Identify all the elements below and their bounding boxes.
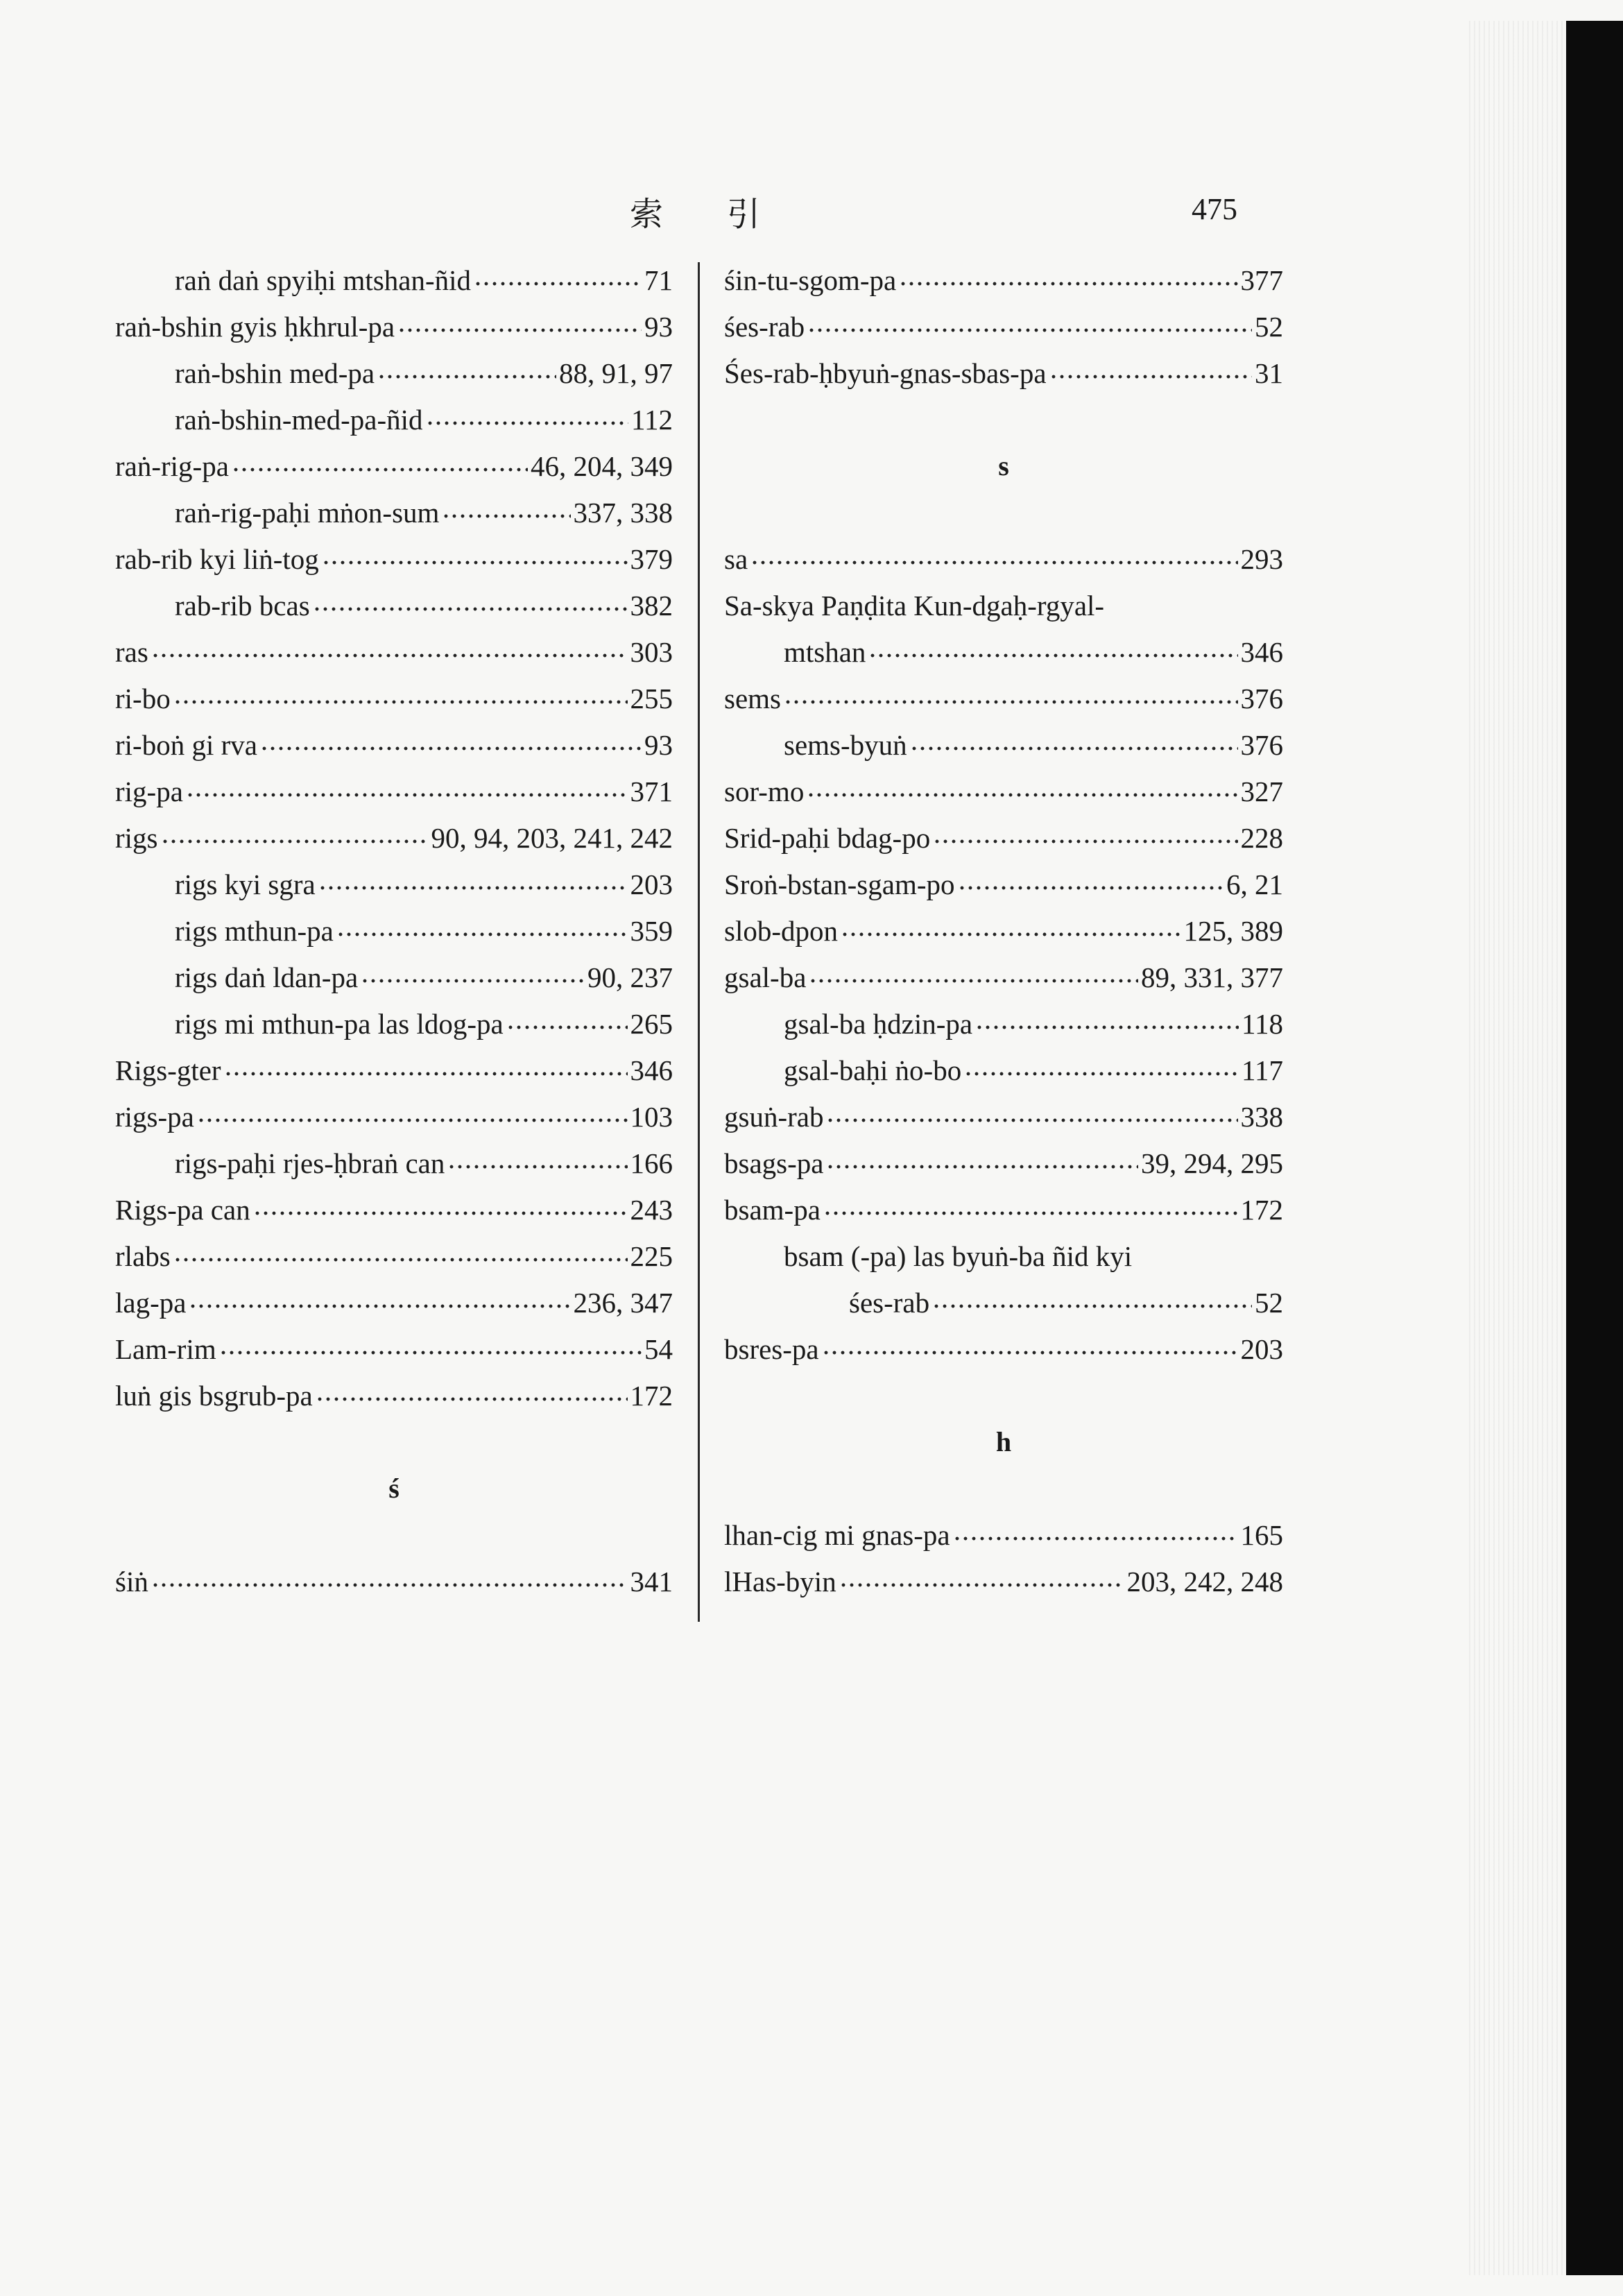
index-entry bbox=[724, 861, 1283, 907]
index-entry bbox=[724, 721, 1283, 768]
index-term: lHas-byin bbox=[724, 1565, 836, 1597]
index-pages: 265 bbox=[630, 1007, 673, 1040]
dot-leader bbox=[809, 979, 1138, 983]
index-entry bbox=[115, 814, 673, 861]
index-entry bbox=[724, 350, 1283, 396]
index-pages: 93 bbox=[644, 728, 673, 761]
index-pages: 112 bbox=[631, 403, 673, 436]
index-pages: 376 bbox=[1240, 682, 1283, 714]
index-term: śin-tu-sgom-pa bbox=[724, 264, 897, 296]
index-pages: 90, 237 bbox=[587, 961, 673, 993]
dot-leader bbox=[322, 560, 628, 565]
dot-leader bbox=[151, 653, 628, 658]
dot-leader bbox=[447, 1165, 627, 1169]
index-entry bbox=[724, 1326, 1283, 1372]
index-pages: 228 bbox=[1240, 821, 1283, 854]
index-pages: 54 bbox=[644, 1333, 673, 1365]
dot-leader bbox=[336, 932, 628, 936]
dot-leader bbox=[253, 1211, 628, 1215]
index-term: lhan-cig mi gnas-pa bbox=[724, 1518, 950, 1551]
index-entry bbox=[115, 536, 673, 582]
index-entry bbox=[724, 907, 1283, 954]
index-entry bbox=[115, 582, 673, 628]
index-term: rig-pa bbox=[115, 775, 183, 807]
dot-leader bbox=[958, 886, 1223, 890]
dot-leader bbox=[933, 839, 1237, 843]
index-pages: 379 bbox=[630, 542, 673, 575]
index-pages: 371 bbox=[630, 775, 673, 807]
dot-leader bbox=[397, 328, 642, 332]
index-pages: 90, 94, 203, 241, 242 bbox=[431, 821, 673, 854]
index-term: Lam-rim bbox=[115, 1333, 216, 1365]
index-entry bbox=[115, 675, 673, 721]
index-pages: 225 bbox=[630, 1240, 673, 1272]
dot-leader bbox=[750, 560, 1237, 565]
index-entry bbox=[724, 1233, 1283, 1279]
section-gap bbox=[115, 1511, 673, 1558]
index-term: Sroṅ-bstan-sgam-po bbox=[724, 868, 955, 900]
index-term: rigs daṅ ldan-pa bbox=[175, 961, 359, 993]
index-term: raṅ-bshin-med-pa-ñid bbox=[175, 403, 423, 436]
index-term: sems bbox=[724, 682, 781, 714]
dot-leader bbox=[839, 1583, 1124, 1587]
dot-leader bbox=[161, 839, 429, 843]
dot-leader bbox=[826, 1165, 1138, 1169]
index-pages: 103 bbox=[630, 1100, 673, 1133]
dot-leader bbox=[822, 1351, 1238, 1355]
index-term: lag-pa bbox=[115, 1286, 187, 1319]
index-term: rigs-paḥi rjes-ḥbraṅ can bbox=[175, 1147, 445, 1179]
index-term: Sa-skya Paṇḍita Kun-dgaḥ-rgyal- bbox=[724, 589, 1105, 622]
index-entry bbox=[115, 721, 673, 768]
dot-leader bbox=[841, 932, 1181, 936]
dot-leader bbox=[316, 1397, 628, 1401]
dot-leader bbox=[260, 746, 642, 751]
section-heading-s: s bbox=[998, 450, 1009, 481]
dot-leader bbox=[784, 700, 1238, 704]
section-heading-h: h bbox=[995, 1426, 1012, 1457]
index-term: raṅ-bshin gyis ḥkhrul-pa bbox=[115, 310, 395, 343]
dot-leader bbox=[442, 514, 570, 518]
header-title-char-1: 索 bbox=[630, 195, 664, 234]
index-term: rigs-pa bbox=[115, 1100, 194, 1133]
dot-leader bbox=[506, 1025, 628, 1029]
index-entry bbox=[724, 1093, 1283, 1140]
index-pages: 89, 331, 377 bbox=[1141, 961, 1283, 993]
dot-leader bbox=[313, 607, 628, 611]
index-entry bbox=[724, 1511, 1283, 1558]
index-pages: 337, 338 bbox=[573, 496, 673, 529]
dot-leader bbox=[964, 1072, 1239, 1076]
index-entry bbox=[724, 675, 1283, 721]
dot-leader bbox=[151, 1583, 628, 1587]
section-gap bbox=[724, 1465, 1283, 1511]
index-pages: 118 bbox=[1242, 1007, 1283, 1040]
index-term: gsuṅ-rab bbox=[724, 1100, 824, 1133]
dot-leader bbox=[953, 1536, 1238, 1541]
index-entry bbox=[724, 582, 1283, 628]
index-pages: 52 bbox=[1255, 310, 1283, 343]
dot-leader bbox=[318, 886, 628, 890]
index-entry bbox=[115, 443, 673, 489]
index-pages: 172 bbox=[1240, 1193, 1283, 1226]
dot-leader bbox=[932, 1304, 1252, 1308]
dot-leader bbox=[899, 282, 1237, 286]
index-entry bbox=[115, 396, 673, 443]
dot-leader bbox=[474, 282, 642, 286]
index-term: bsags-pa bbox=[724, 1147, 824, 1179]
dot-leader bbox=[173, 700, 628, 704]
index-pages: 93 bbox=[644, 310, 673, 343]
index-column-right bbox=[724, 257, 1283, 1604]
dot-leader bbox=[189, 1304, 570, 1308]
section-gap bbox=[724, 489, 1283, 536]
index-term: raṅ-rig-paḥi mṅon-sum bbox=[175, 496, 440, 529]
index-pages: 166 bbox=[630, 1147, 673, 1179]
dot-leader bbox=[219, 1351, 642, 1355]
dot-leader bbox=[377, 375, 556, 379]
section-gap bbox=[724, 396, 1283, 443]
index-entry bbox=[724, 1279, 1283, 1326]
section-gap bbox=[724, 1372, 1283, 1419]
index-pages: 71 bbox=[644, 264, 673, 296]
index-entry bbox=[115, 768, 673, 814]
index-term: raṅ-rig-pa bbox=[115, 449, 229, 482]
index-pages: 327 bbox=[1240, 775, 1283, 807]
index-entry bbox=[115, 1233, 673, 1279]
index-entry bbox=[115, 489, 673, 536]
dot-leader bbox=[807, 793, 1237, 797]
index-pages: 203 bbox=[630, 868, 673, 900]
index-pages: 338 bbox=[1240, 1100, 1283, 1133]
index-pages: 377 bbox=[1240, 264, 1283, 296]
dot-leader bbox=[232, 468, 528, 472]
section-gap bbox=[115, 1419, 673, 1465]
index-term: rlabs bbox=[115, 1240, 171, 1272]
index-entry bbox=[724, 257, 1283, 303]
running-header bbox=[0, 187, 1623, 243]
index-pages: 346 bbox=[630, 1054, 673, 1086]
index-term: rigs kyi sgra bbox=[175, 868, 316, 900]
dot-leader bbox=[224, 1072, 628, 1076]
index-pages: 172 bbox=[630, 1379, 673, 1412]
index-pages: 6, 21 bbox=[1226, 868, 1283, 900]
index-term: rigs mi mthun-pa las ldog-pa bbox=[175, 1007, 504, 1040]
dot-leader bbox=[807, 328, 1252, 332]
index-pages: 31 bbox=[1255, 357, 1283, 389]
dot-leader bbox=[910, 746, 1238, 751]
index-pages: 39, 294, 295 bbox=[1141, 1147, 1283, 1179]
index-term: Rigs-gter bbox=[115, 1054, 221, 1086]
index-term: Rigs-pa can bbox=[115, 1193, 250, 1226]
index-column-left bbox=[115, 257, 673, 1604]
index-entry bbox=[724, 954, 1283, 1000]
index-entry bbox=[115, 1186, 673, 1233]
index-pages: 165 bbox=[1240, 1518, 1283, 1551]
index-term: bsres-pa bbox=[724, 1333, 819, 1365]
page-edge-shadow bbox=[1469, 21, 1566, 2275]
index-term: śiṅ bbox=[115, 1565, 148, 1597]
index-entry bbox=[724, 814, 1283, 861]
index-term: luṅ gis bsgrub-pa bbox=[115, 1379, 313, 1412]
index-pages: 293 bbox=[1240, 542, 1283, 575]
index-entry bbox=[115, 350, 673, 396]
index-entry bbox=[724, 1186, 1283, 1233]
index-pages: 52 bbox=[1255, 1286, 1283, 1319]
index-term: gsal-ba ḥdzin-pa bbox=[784, 1007, 973, 1040]
index-entry bbox=[724, 1047, 1283, 1093]
index-pages: 117 bbox=[1242, 1054, 1283, 1086]
index-term: ras bbox=[115, 635, 148, 668]
index-term: śes-rab bbox=[724, 310, 805, 343]
dot-leader bbox=[173, 1258, 628, 1262]
index-entry bbox=[115, 1047, 673, 1093]
index-term: slob-dpon bbox=[724, 914, 838, 947]
index-term: mtshan bbox=[784, 635, 866, 668]
index-pages: 203, 242, 248 bbox=[1126, 1565, 1283, 1597]
index-entry bbox=[115, 257, 673, 303]
dot-leader bbox=[426, 421, 629, 425]
index-pages: 382 bbox=[630, 589, 673, 622]
index-term: rab-rib kyi liṅ-tog bbox=[115, 542, 319, 575]
index-term: sa bbox=[724, 542, 748, 575]
dot-leader bbox=[361, 979, 585, 983]
index-entry bbox=[724, 628, 1283, 675]
index-term: śes-rab bbox=[849, 1286, 930, 1319]
index-entry bbox=[724, 1140, 1283, 1186]
dot-leader bbox=[197, 1118, 628, 1122]
index-entry bbox=[724, 1558, 1283, 1604]
index-entry bbox=[115, 861, 673, 907]
index-pages: 255 bbox=[630, 682, 673, 714]
index-entry bbox=[115, 1558, 673, 1604]
index-term: rigs mthun-pa bbox=[175, 914, 334, 947]
index-term: bsam (-pa) las byuṅ-ba ñid kyi bbox=[784, 1240, 1133, 1272]
header-title-char-2: 引 bbox=[727, 195, 761, 234]
index-pages: 376 bbox=[1240, 728, 1283, 761]
index-pages: 125, 389 bbox=[1183, 914, 1283, 947]
index-pages: 88, 91, 97 bbox=[559, 357, 673, 389]
index-pages: 236, 347 bbox=[573, 1286, 673, 1319]
index-term: Śes-rab-ḥbyuṅ-gnas-sbas-pa bbox=[724, 357, 1047, 389]
index-term: ri-boṅ gi rva bbox=[115, 728, 257, 761]
index-term: ri-bo bbox=[115, 682, 171, 714]
index-term: gsal-ba bbox=[724, 961, 807, 993]
index-entry bbox=[724, 303, 1283, 350]
index-pages: 203 bbox=[1240, 1333, 1283, 1365]
index-entry bbox=[115, 1000, 673, 1047]
index-entry bbox=[115, 954, 673, 1000]
page-number: 475 bbox=[1192, 192, 1237, 226]
index-term: gsal-baḥi ṅo-bo bbox=[784, 1054, 962, 1086]
index-entry bbox=[115, 628, 673, 675]
index-term: Srid-paḥi bdag-po bbox=[724, 821, 931, 854]
index-pages: 303 bbox=[630, 635, 673, 668]
index-pages: 359 bbox=[630, 914, 673, 947]
index-entry bbox=[115, 1326, 673, 1372]
index-pages: 341 bbox=[630, 1565, 673, 1597]
index-entry bbox=[724, 768, 1283, 814]
index-entry bbox=[115, 1372, 673, 1419]
index-entry bbox=[115, 1279, 673, 1326]
index-term: sems-byuṅ bbox=[784, 728, 907, 761]
index-term: rab-rib bcas bbox=[175, 589, 310, 622]
index-entry bbox=[724, 1000, 1283, 1047]
index-term: sor-mo bbox=[724, 775, 805, 807]
index-term: raṅ-bshin med-pa bbox=[175, 357, 375, 389]
index-entry bbox=[724, 536, 1283, 582]
dot-leader bbox=[868, 653, 1237, 658]
index-entry bbox=[115, 1093, 673, 1140]
section-heading-sh: ś bbox=[388, 1473, 400, 1504]
index-entry bbox=[115, 303, 673, 350]
dot-leader bbox=[975, 1025, 1239, 1029]
index-entry bbox=[115, 907, 673, 954]
dot-leader bbox=[823, 1211, 1238, 1215]
index-term: rigs bbox=[115, 821, 158, 854]
index-pages: 346 bbox=[1240, 635, 1283, 668]
dot-leader bbox=[826, 1118, 1237, 1122]
index-term: raṅ daṅ spyiḥi mtshan-ñid bbox=[175, 264, 472, 296]
column-divider bbox=[698, 262, 700, 1622]
index-pages: 243 bbox=[630, 1193, 673, 1226]
dot-leader bbox=[1049, 375, 1252, 379]
book-spine-edge bbox=[1566, 21, 1623, 2275]
index-pages: 46, 204, 349 bbox=[531, 449, 673, 482]
index-term: bsam-pa bbox=[724, 1193, 821, 1226]
dot-leader bbox=[186, 793, 628, 797]
index-entry bbox=[115, 1140, 673, 1186]
